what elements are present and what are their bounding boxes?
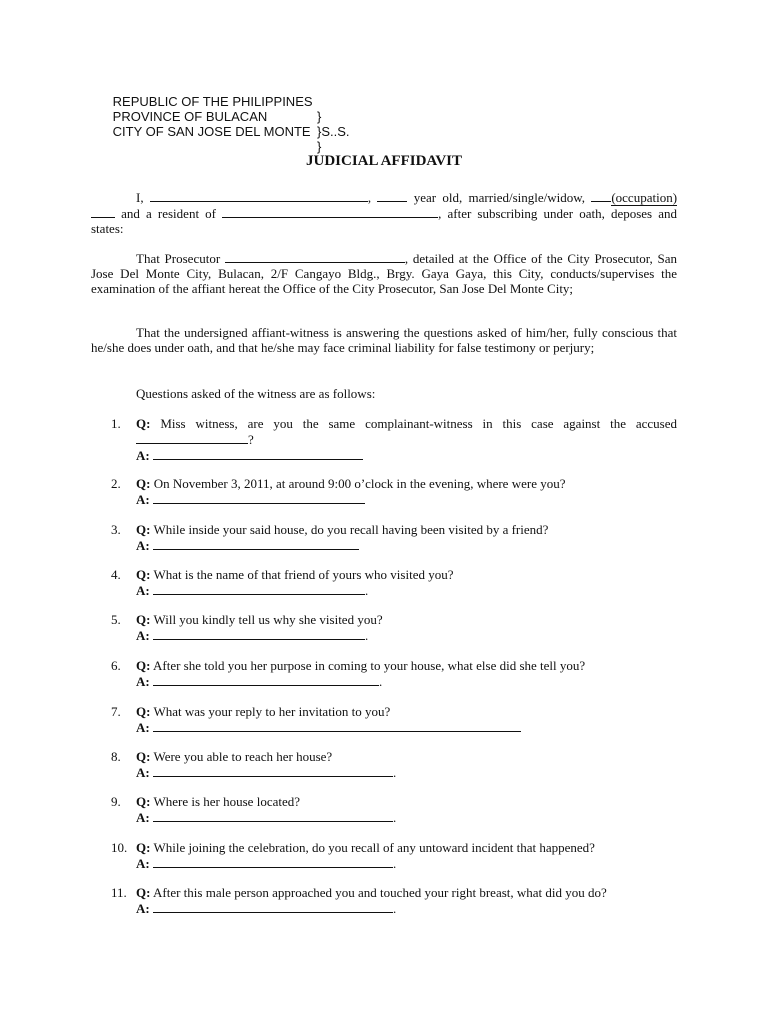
answer-line (136, 582, 677, 598)
question-label: Q: (136, 416, 151, 431)
answer-label: A: (136, 765, 150, 780)
intro-comma: , (367, 190, 372, 205)
question-line (136, 476, 677, 491)
question-label: Q: (136, 840, 151, 855)
answer-tail: . (392, 765, 397, 780)
answer-tail: . (392, 901, 397, 916)
questions-intro-text: Questions asked of the witness are as follows: (136, 386, 376, 401)
question-text: After she told you her purpose in coming to your house, what else did she tell you? (153, 658, 586, 673)
answer-blank[interactable] (153, 537, 359, 550)
question-number: 4. (111, 567, 121, 582)
answer-tail: . (392, 810, 397, 825)
question-number: 10. (111, 840, 128, 855)
question-text: While inside your said house, do you recall having been visited by a friend? (153, 522, 549, 537)
question-text: After this male person approached you and touched your right breast, what did you do? (153, 885, 607, 900)
answer-label: A: (136, 538, 150, 553)
question-number: 6. (111, 658, 121, 673)
question-text: Where is her house located? (153, 794, 301, 809)
question-number: 11. (111, 885, 127, 900)
occupation-blank-left[interactable] (591, 189, 611, 202)
prosecutor-start: That Prosecutor (136, 251, 221, 266)
question-item-1 (91, 416, 677, 463)
answer-line (136, 627, 677, 643)
question-line (136, 567, 677, 582)
question-line (136, 658, 677, 673)
question-body (136, 567, 677, 598)
venue-caption (91, 79, 350, 154)
answer-blank[interactable] (153, 809, 393, 822)
document-title: JUDICIAL AFFIDAVIT (305, 153, 462, 169)
question-number: 7. (111, 704, 121, 719)
answer-blank[interactable] (153, 627, 365, 640)
question-text: On November 3, 2011, at around 9:00 o’clock in the evening, where were you? (153, 476, 566, 491)
answer-blank[interactable] (153, 491, 365, 504)
question-body (136, 612, 677, 643)
question-number: 8. (111, 749, 121, 764)
answer-tail: . (378, 674, 383, 689)
answer-tail: . (364, 583, 369, 598)
occupation-label[interactable]: (occupation) (611, 190, 678, 205)
question-text: Miss witness, are you the same complainant-witness in this case against the accused (160, 416, 677, 431)
question-line (136, 704, 677, 719)
answer-label: A: (136, 448, 150, 463)
intro-after: , after subscribing under oath, deposes and states: (91, 206, 677, 236)
question-number: 2. (111, 476, 121, 491)
question-line (136, 749, 677, 764)
question-body (136, 794, 677, 825)
answer-line (136, 900, 677, 916)
question-text: Will you kindly tell us why she visited you? (153, 612, 383, 627)
question-text: Were you able to reach her house? (153, 749, 333, 764)
address-blank[interactable] (222, 205, 438, 218)
question-text: While joining the celebration, do you recall of any untoward incident that happened? (153, 840, 595, 855)
prosecutor-blank[interactable] (225, 250, 405, 263)
question-text: What was your reply to her invitation to you? (153, 704, 391, 719)
question-number: 3. (111, 522, 121, 537)
question-item-3 (91, 522, 677, 553)
question-label: Q: (136, 476, 151, 491)
question-item-10 (91, 840, 677, 871)
question-item-6 (91, 658, 677, 689)
answer-line (136, 673, 677, 689)
question-label: Q: (136, 704, 151, 719)
answer-label: A: (136, 674, 150, 689)
question-item-4 (91, 567, 677, 598)
answer-blank[interactable] (153, 673, 379, 686)
question-line (136, 885, 677, 900)
question-body (136, 749, 677, 780)
intro-year-old: year old, married/single/widow, (413, 190, 586, 205)
question-item-8 (91, 749, 677, 780)
answer-line (136, 855, 677, 871)
caption-line-city (91, 109, 322, 154)
question-item-5 (91, 612, 677, 643)
caption-brace-2: }S..S. (317, 124, 350, 139)
question-body (136, 522, 677, 553)
name-blank[interactable] (150, 189, 368, 202)
answer-tail: . (392, 856, 397, 871)
caption-province: PROVINCE OF BULACAN (112, 109, 268, 124)
question-body (136, 476, 677, 507)
question-body (136, 658, 677, 689)
question-number: 5. (111, 612, 121, 627)
question-item-9 (91, 794, 677, 825)
question-line (136, 794, 677, 809)
question-label: Q: (136, 567, 151, 582)
question-label: Q: (136, 522, 151, 537)
witness-paragraph (91, 325, 677, 355)
answer-line (136, 764, 677, 780)
answer-blank[interactable] (153, 855, 393, 868)
answer-blank[interactable] (153, 719, 521, 732)
answer-line (136, 809, 677, 825)
caption-brace-3: } (317, 139, 322, 154)
question-text: What is the name of that friend of yours who visited you? (153, 567, 454, 582)
question-label: Q: (136, 794, 151, 809)
caption-republic: REPUBLIC OF THE PHILIPPINES (112, 94, 313, 109)
witness-text: That the undersigned affiant-witness is answering the questions asked of him/her, fully conscious that he/she does under oath, and that he/she may face criminal liability for false testimony or perjury; (91, 325, 677, 355)
question-label: Q: (136, 612, 151, 627)
caption-city: CITY OF SAN JOSE DEL MONTE (112, 124, 311, 139)
question-body (136, 885, 677, 916)
answer-blank[interactable] (153, 900, 393, 913)
intro-i: I, (136, 190, 144, 205)
prosecutor-rest: , detailed at the Office of the City Prosecutor, San Jose Del Monte City, Bulacan, 2/F Cangayo Bldg., Brgy. Gaya Gaya, this City, conducts/supervises the examination of the affiant hereat the Office of the City Prosecutor, San Jose Del Monte City; (91, 251, 678, 296)
question-body (136, 840, 677, 871)
answer-label: A: (136, 720, 150, 735)
caption-brace-1: } (317, 109, 322, 124)
question-tail: ? (248, 432, 254, 447)
question-line (136, 612, 677, 627)
question-number: 9. (111, 794, 121, 809)
questions-intro (91, 386, 677, 401)
answer-label: A: (136, 810, 150, 825)
age-blank[interactable] (377, 189, 407, 202)
question-label: Q: (136, 749, 151, 764)
answer-blank[interactable] (153, 582, 365, 595)
prosecutor-paragraph (91, 250, 677, 296)
question-body (136, 416, 677, 463)
intro-paragraph (91, 189, 677, 236)
question-line (136, 416, 677, 447)
question-item-7 (91, 704, 677, 735)
answer-line (136, 537, 677, 553)
question-item-11 (91, 885, 677, 916)
answer-blank[interactable] (153, 764, 393, 777)
question-label: Q: (136, 658, 151, 673)
question-body (136, 704, 677, 735)
question-item-2 (91, 476, 677, 507)
answer-label: A: (136, 492, 150, 507)
answer-tail: . (364, 628, 369, 643)
accused-blank[interactable] (136, 431, 248, 444)
question-number: 1. (111, 416, 121, 431)
answer-line (136, 447, 677, 463)
answer-label: A: (136, 583, 150, 598)
question-line (136, 522, 677, 537)
answer-label: A: (136, 628, 150, 643)
answer-label: A: (136, 901, 150, 916)
question-line (136, 840, 677, 855)
answer-label: A: (136, 856, 150, 871)
intro-resident: and a resident of (121, 206, 216, 221)
answer-blank[interactable] (153, 447, 363, 460)
occupation-blank-right[interactable] (91, 205, 115, 218)
question-label: Q: (136, 885, 151, 900)
answer-line (136, 491, 677, 507)
answer-line (136, 719, 677, 735)
